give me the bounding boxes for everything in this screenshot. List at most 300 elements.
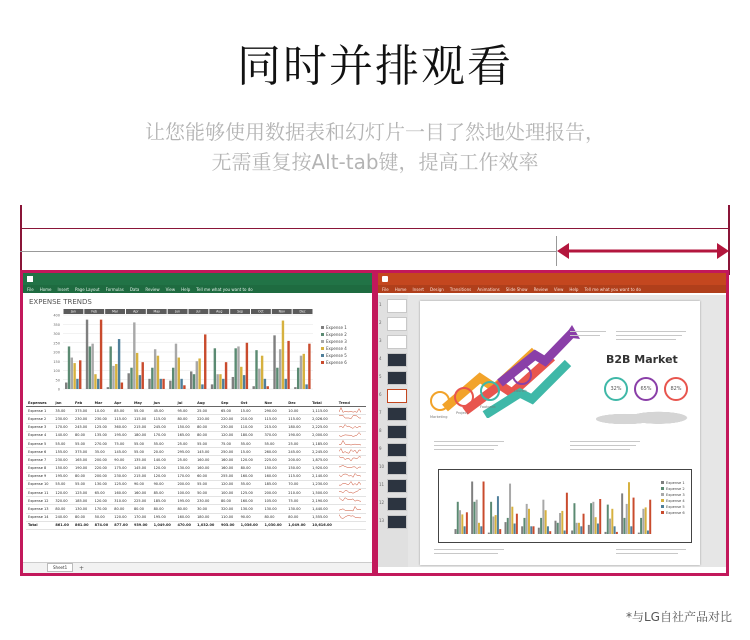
table-cell[interactable]: 2,140.00 [310,472,337,480]
table-cell[interactable]: 55.00 [73,480,93,488]
table-cell[interactable]: 320.00 [53,497,73,505]
table-cell[interactable]: 230.00 [73,415,93,423]
slide-thumbnail[interactable] [387,317,407,331]
table-cell[interactable]: 195.00 [152,513,176,521]
table-cell[interactable]: 90.00 [112,456,132,464]
table-cell[interactable]: 150.00 [262,464,286,472]
table-row[interactable] [26,407,366,415]
table-cell[interactable]: 165.00 [175,431,195,439]
slide-canvas[interactable] [420,301,700,565]
table-cell[interactable]: Jun [152,399,176,407]
menu-item[interactable]: Tell me what you want to do [196,286,253,292]
menu-item[interactable]: Data [129,286,140,292]
table-cell[interactable]: 877.00 [112,521,132,529]
table-row[interactable] [26,448,366,456]
table-cell[interactable]: 130.00 [286,505,310,513]
table-cell[interactable]: 160.00 [239,472,263,480]
table-cell[interactable]: Expense 5 [26,439,53,447]
table-cell[interactable]: 80.00 [219,497,239,505]
table-cell[interactable]: 195.00 [175,497,195,505]
table-cell[interactable]: Mar [93,399,113,407]
table-row[interactable] [26,513,366,521]
table-cell[interactable]: 35.00 [53,407,73,415]
slide-thumbnail[interactable] [387,443,407,457]
table-cell[interactable]: 220.00 [93,464,113,472]
excel-sheet[interactable] [23,295,372,563]
slide-thumbnails[interactable] [378,295,408,567]
table-cell[interactable]: Dec [286,399,310,407]
menu-item[interactable]: Page Layout [75,286,100,292]
add-sheet-icon[interactable]: + [79,565,85,572]
table-cell[interactable]: 80.00 [73,513,93,521]
table-cell[interactable]: 1,920.00 [310,464,337,472]
table-cell[interactable]: Jan [53,399,73,407]
table-cell[interactable]: 135.00 [93,431,113,439]
table-cell[interactable] [337,497,366,505]
slide-thumbnail[interactable] [387,461,407,475]
table-cell[interactable] [337,407,366,415]
table-cell[interactable]: 903.00 [219,521,239,529]
slide-thumbnail[interactable] [387,299,407,313]
table-cell[interactable]: 55.00 [262,439,286,447]
table-cell[interactable]: 195.00 [112,431,132,439]
table-cell[interactable]: 170.00 [132,513,152,521]
table-cell[interactable]: 150.00 [286,464,310,472]
table-cell[interactable]: 255.00 [219,472,239,480]
table-cell[interactable]: 80.00 [73,431,93,439]
table-cell[interactable] [337,464,366,472]
table-cell[interactable]: 290.00 [262,407,286,415]
table-cell[interactable]: 230.00 [93,415,113,423]
table-cell[interactable]: Aug [195,399,219,407]
excel-window[interactable] [20,270,375,576]
table-cell[interactable]: 180.00 [195,513,219,521]
table-cell[interactable]: 120.00 [239,456,263,464]
menu-item[interactable]: File [27,286,34,292]
table-cell[interactable]: 200.00 [286,456,310,464]
table-cell[interactable]: 160.00 [262,472,286,480]
table-cell[interactable]: Nov [262,399,286,407]
table-cell[interactable]: Expense 3 [26,423,53,431]
table-cell[interactable]: 35.00 [93,448,113,456]
table-cell[interactable]: 185.00 [152,497,176,505]
table-cell[interactable]: 80.00 [73,472,93,480]
table-cell[interactable]: 25.00 [175,456,195,464]
table-cell[interactable]: 10,616.00 [310,521,337,529]
table-cell[interactable]: 230.00 [53,456,73,464]
table-cell[interactable]: 250.00 [219,448,239,456]
table-cell[interactable]: 939.00 [132,521,152,529]
menu-item[interactable]: Animations [477,286,500,292]
table-cell[interactable]: 70.00 [286,480,310,488]
table-cell[interactable]: 185.00 [262,480,286,488]
table-cell[interactable]: 75.00 [112,439,132,447]
table-cell[interactable]: Total [310,399,337,407]
menu-item[interactable]: Review [145,286,160,292]
table-cell[interactable]: 140.00 [53,431,73,439]
table-cell[interactable]: 80.00 [53,505,73,513]
table-cell[interactable]: 270.00 [93,439,113,447]
menu-item[interactable]: Formulas [105,286,124,292]
table-cell[interactable]: 115.00 [286,472,310,480]
table-cell[interactable]: 215.00 [132,423,152,431]
table-cell[interactable]: 210.00 [239,415,263,423]
table-cell[interactable]: 1,555.00 [310,513,337,521]
table-cell[interactable]: 80.00 [195,431,219,439]
table-cell[interactable]: 80.00 [132,505,152,513]
table-cell[interactable]: 30.00 [195,505,219,513]
table-cell[interactable]: 55.00 [239,480,263,488]
table-cell[interactable]: 190.00 [73,464,93,472]
table-cell[interactable]: 120.00 [219,480,239,488]
table-cell[interactable]: 15.00 [239,407,263,415]
table-cell[interactable]: 85.00 [152,489,176,497]
table-cell[interactable]: 130.00 [175,464,195,472]
table-cell[interactable]: 320.00 [219,505,239,513]
table-cell[interactable]: 1,115.00 [310,407,337,415]
table-cell[interactable]: 1,032.00 [195,521,219,529]
table-cell[interactable]: 1,875.00 [310,456,337,464]
selected-chart-frame[interactable] [438,469,692,543]
table-cell[interactable]: 145.00 [132,464,152,472]
table-row[interactable] [26,399,366,407]
table-cell[interactable]: 861.00 [73,521,93,529]
table-cell[interactable]: 100.00 [175,489,195,497]
table-cell[interactable]: Oct [239,399,263,407]
table-row[interactable] [26,423,366,431]
table-cell[interactable]: 160.00 [195,456,219,464]
table-cell[interactable]: 45.00 [152,407,176,415]
table-cell[interactable]: 375.00 [73,448,93,456]
table-cell[interactable]: Total [26,521,53,529]
table-cell[interactable]: 245.00 [73,423,93,431]
table-cell[interactable]: 125.00 [73,489,93,497]
table-cell[interactable]: 1,500.00 [310,489,337,497]
table-cell[interactable]: 90.00 [132,480,152,488]
table-cell[interactable]: Expense 6 [26,448,53,456]
table-cell[interactable]: 50.00 [93,513,113,521]
table-cell[interactable]: 230.00 [53,415,73,423]
table-cell[interactable] [337,423,366,431]
table-cell[interactable]: 160.00 [219,464,239,472]
table-cell[interactable]: 195.00 [53,472,73,480]
table-row[interactable] [26,464,366,472]
menu-item[interactable]: Design [430,286,444,292]
table-cell[interactable]: 130.00 [262,505,286,513]
table-cell[interactable]: Apr [112,399,132,407]
table-cell[interactable]: Feb [73,399,93,407]
table-cell[interactable]: 55.00 [73,439,93,447]
table-cell[interactable]: 215.00 [132,472,152,480]
table-cell[interactable]: 55.00 [195,439,219,447]
table-cell[interactable]: 230.00 [112,472,132,480]
table-cell[interactable]: 2,190.00 [310,497,337,505]
table-cell[interactable]: 75.00 [219,439,239,447]
table-cell[interactable]: 2,225.00 [310,423,337,431]
table-cell[interactable]: 245.00 [286,448,310,456]
table-cell[interactable] [337,505,366,513]
table-cell[interactable]: 1,030.00 [262,521,286,529]
table-cell[interactable]: Sep [219,399,239,407]
table-cell[interactable]: 150.00 [53,464,73,472]
table-cell[interactable]: Expense 2 [26,415,53,423]
table-cell[interactable]: 25.00 [286,439,310,447]
table-row[interactable] [26,497,366,505]
table-cell[interactable]: 2,245.00 [310,448,337,456]
table-cell[interactable]: 10.00 [93,407,113,415]
slide-thumbnail[interactable] [387,515,407,529]
table-cell[interactable]: 180.00 [132,431,152,439]
table-cell[interactable]: 2,026.00 [310,415,337,423]
menu-item[interactable]: File [382,286,389,292]
slide-thumbnail[interactable] [387,371,407,385]
table-cell[interactable]: 120.00 [152,472,176,480]
sheet-tab[interactable]: Sheet1 [47,563,73,572]
table-cell[interactable]: 240.00 [53,513,73,521]
menu-item[interactable]: Insert [412,286,424,292]
table-cell[interactable]: 375.00 [73,407,93,415]
table-cell[interactable]: 1,230.00 [310,480,337,488]
table-row[interactable] [26,472,366,480]
table-cell[interactable]: Expense 4 [26,431,53,439]
table-cell[interactable]: 220.00 [195,415,219,423]
table-cell[interactable]: 175.00 [112,464,132,472]
table-cell[interactable]: 150.00 [175,423,195,431]
expense-table[interactable] [26,399,366,530]
table-cell[interactable]: 65.00 [219,407,239,415]
table-row[interactable] [26,456,366,464]
table-cell[interactable] [337,521,366,529]
table-cell[interactable]: 10.00 [286,407,310,415]
table-cell[interactable]: 80.00 [152,505,176,513]
table-cell[interactable]: 200.00 [93,456,113,464]
table-cell[interactable]: 80.00 [262,513,286,521]
table-cell[interactable] [337,415,366,423]
table-cell[interactable]: 370.00 [262,431,286,439]
table-cell[interactable]: 160.00 [195,464,219,472]
table-row[interactable] [26,415,366,423]
table-cell[interactable]: Expense 8 [26,464,53,472]
table-cell[interactable]: 90.00 [152,480,176,488]
table-cell[interactable]: 861.00 [53,521,73,529]
table-cell[interactable]: 15.00 [239,448,263,456]
table-cell[interactable]: 230.00 [195,497,219,505]
table-cell[interactable]: 1,049.00 [152,521,176,529]
table-cell[interactable]: 125.00 [93,423,113,431]
table-cell[interactable]: 120.00 [152,464,176,472]
table-cell[interactable]: 130.00 [93,480,113,488]
table-cell[interactable]: 225.00 [262,456,286,464]
table-cell[interactable]: 80.00 [112,505,132,513]
menu-item[interactable]: Transitions [449,286,472,292]
table-cell[interactable]: 360.00 [112,423,132,431]
table-cell[interactable]: 1,185.00 [310,439,337,447]
table-cell[interactable]: Jul [175,399,195,407]
table-cell[interactable]: 100.00 [219,489,239,497]
table-cell[interactable]: 110.00 [239,423,263,431]
table-cell[interactable]: 215.00 [262,423,286,431]
slide-thumbnail[interactable] [387,335,407,349]
menu-item[interactable]: View [553,286,564,292]
table-cell[interactable]: 85.00 [112,407,132,415]
menu-item[interactable]: Tell me what you want to do [584,286,641,292]
table-cell[interactable]: 55.00 [53,439,73,447]
table-cell[interactable]: 115.00 [152,415,176,423]
table-cell[interactable]: 200.00 [93,472,113,480]
table-cell[interactable]: 225.00 [132,497,152,505]
table-cell[interactable]: 120.00 [93,497,113,505]
slide-thumbnail[interactable] [387,479,407,493]
table-cell[interactable]: May [132,399,152,407]
table-cell[interactable]: 55.00 [239,439,263,447]
table-cell[interactable]: 210.00 [286,489,310,497]
menu-item[interactable]: View [165,286,176,292]
table-cell[interactable] [337,439,366,447]
table-cell[interactable]: 170.00 [53,423,73,431]
menu-item[interactable]: Home [39,286,52,292]
table-cell[interactable]: Trend [337,399,366,407]
table-cell[interactable]: 470.00 [175,521,195,529]
table-cell[interactable]: 130.00 [73,505,93,513]
table-cell[interactable]: 874.00 [93,521,113,529]
table-cell[interactable] [337,431,366,439]
powerpoint-window[interactable] [375,270,729,576]
table-cell[interactable]: 190.00 [286,431,310,439]
table-cell[interactable]: 2,000.00 [310,431,337,439]
table-cell[interactable]: 55.00 [132,439,152,447]
table-cell[interactable]: 160.00 [132,489,152,497]
table-cell[interactable]: 170.00 [93,505,113,513]
slide-thumbnail[interactable] [387,407,407,421]
menu-item[interactable]: Help [181,286,191,292]
table-cell[interactable]: 110.00 [219,513,239,521]
slide-thumbnail[interactable] [387,497,407,511]
table-cell[interactable]: 55.00 [152,439,176,447]
menu-item[interactable]: Review [533,286,548,292]
table-cell[interactable] [337,489,366,497]
table-cell[interactable]: 180.00 [286,423,310,431]
table-cell[interactable]: 155.00 [53,448,73,456]
table-cell[interactable]: 95.00 [175,407,195,415]
slide-thumbnail[interactable] [387,389,407,403]
table-cell[interactable]: 120.00 [112,513,132,521]
table-cell[interactable]: 55.00 [132,448,152,456]
table-cell[interactable]: 55.00 [195,480,219,488]
table-cell[interactable]: 160.00 [112,489,132,497]
table-cell[interactable]: 1,440.00 [310,505,337,513]
table-cell[interactable]: Expense 10 [26,480,53,488]
table-row[interactable] [26,431,366,439]
table-cell[interactable]: 55.00 [132,407,152,415]
table-cell[interactable]: 50.00 [195,489,219,497]
table-cell[interactable]: 230.00 [219,423,239,431]
table-cell[interactable]: 1,036.00 [239,521,263,529]
table-cell[interactable]: 125.00 [112,480,132,488]
table-cell[interactable]: 60.00 [195,472,219,480]
table-cell[interactable]: Expense 14 [26,513,53,521]
table-cell[interactable]: 125.00 [239,489,263,497]
table-cell[interactable]: 25.00 [175,439,195,447]
table-cell[interactable]: 145.00 [112,448,132,456]
table-cell[interactable]: 130.00 [239,505,263,513]
table-cell[interactable]: Expense 11 [26,489,53,497]
table-cell[interactable] [337,456,366,464]
table-cell[interactable]: 115.00 [262,415,286,423]
table-cell[interactable]: Expense 12 [26,497,53,505]
table-cell[interactable]: 170.00 [175,472,195,480]
table-cell[interactable]: 55.00 [53,480,73,488]
table-cell[interactable]: 75.00 [286,497,310,505]
table-cell[interactable]: 295.00 [175,448,195,456]
table-cell[interactable] [337,513,366,521]
table-cell[interactable]: 140.00 [152,456,176,464]
menu-item[interactable]: Slide Show [505,286,528,292]
table-cell[interactable]: 200.00 [262,489,286,497]
table-cell[interactable]: Expense 7 [26,456,53,464]
table-cell[interactable]: 80.00 [175,415,195,423]
table-cell[interactable]: 115.00 [112,415,132,423]
table-cell[interactable]: 310.00 [112,497,132,505]
table-cell[interactable]: 80.00 [195,423,219,431]
menu-item[interactable]: Help [569,286,579,292]
table-cell[interactable] [337,472,366,480]
table-cell[interactable]: 80.00 [286,513,310,521]
table-cell[interactable]: 180.00 [239,431,263,439]
table-cell[interactable]: 115.00 [132,415,152,423]
page-title: 同时并排观看 [237,41,513,92]
table-cell[interactable]: Expense 1 [26,407,53,415]
table-cell[interactable]: 25.00 [195,407,219,415]
table-cell[interactable]: 80.00 [239,464,263,472]
table-row[interactable] [26,489,366,497]
table-cell[interactable]: 90.00 [239,513,263,521]
table-cell[interactable]: 220.00 [219,415,239,423]
table-row[interactable] [26,505,366,513]
slide-thumbnail[interactable] [387,425,407,439]
table-cell[interactable]: Expense 9 [26,472,53,480]
table-cell[interactable]: 115.00 [286,415,310,423]
table-cell[interactable]: 105.00 [262,497,286,505]
table-cell[interactable]: 135.00 [132,456,152,464]
table-row[interactable] [26,521,366,529]
table-cell[interactable]: 200.00 [175,480,195,488]
table-cell[interactable]: Expense 13 [26,505,53,513]
table-cell[interactable]: 65.00 [93,489,113,497]
table-cell[interactable]: 260.00 [262,448,286,456]
table-cell[interactable]: 120.00 [219,431,239,439]
table-cell[interactable]: 80.00 [175,505,195,513]
table-cell[interactable]: 20.00 [152,448,176,456]
slide-thumbnail[interactable] [387,353,407,367]
table-cell[interactable] [337,448,366,456]
table-cell[interactable]: 160.00 [219,456,239,464]
table-row[interactable] [26,439,366,447]
table-cell[interactable]: 170.00 [152,431,176,439]
table-cell[interactable]: 185.00 [73,497,93,505]
table-cell[interactable]: 160.00 [239,497,263,505]
table-cell[interactable]: 145.00 [195,448,219,456]
table-cell[interactable]: 1,049.00 [286,521,310,529]
table-cell[interactable] [337,480,366,488]
table-cell[interactable]: 160.00 [175,513,195,521]
table-cell[interactable]: 165.00 [73,456,93,464]
table-cell[interactable]: 120.00 [53,489,73,497]
menu-item[interactable]: Insert [57,286,69,292]
menu-item[interactable]: Home [394,286,407,292]
table-row[interactable] [26,480,366,488]
table-cell[interactable]: Expenses [26,399,53,407]
table-cell[interactable]: 245.00 [152,423,176,431]
